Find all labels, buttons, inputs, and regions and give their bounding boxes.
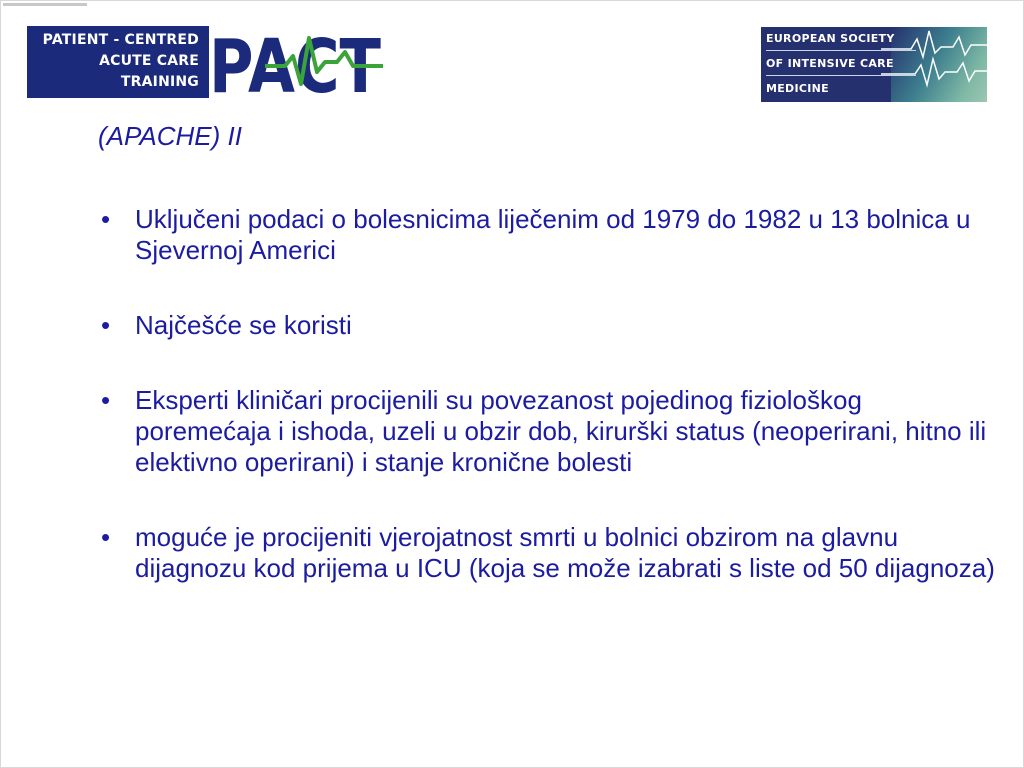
esicm-logo <box>761 27 987 102</box>
pact-logo-line-1: PATIENT - CENTRED <box>42 32 199 48</box>
esicm-logo-divider <box>766 50 916 51</box>
heartbeat-icon <box>881 27 987 102</box>
bullet-text: Uključeni podaci o bolesnicima liječenim od 1979 do 1982 u 13 bolnica u Sjevernoj Americi <box>135 204 971 265</box>
pact-wordmark <box>205 24 385 110</box>
bullet-text: Eksperti kliničari procijenili su povezanost pojedinog fiziološkog poremećaja i ishoda, uzeli u obzir dob, kirurški status (neoperirani, hitno ili elektivno operirani) i stanje kronične bolesti <box>135 385 987 477</box>
pact-logo-box <box>27 26 209 98</box>
bullet-text: Najčešće se koristi <box>135 310 352 340</box>
esicm-logo-line-1: EUROPEAN SOCIETY <box>766 32 895 45</box>
pact-logo <box>27 24 385 110</box>
esicm-logo-line-2: OF INTENSIVE CARE <box>766 57 894 70</box>
pact-logo-line-2: ACUTE CARE <box>99 53 199 69</box>
bullet-item <box>97 522 997 584</box>
esicm-logo-divider <box>766 75 916 76</box>
bullet-item <box>97 204 997 266</box>
bullet-item <box>97 385 997 478</box>
esicm-logo-line-3: MEDICINE <box>766 82 829 95</box>
bullet-marker: • <box>101 522 111 552</box>
bullet-text: moguće je procijeniti vjerojatnost smrti u bolnici obzirom na glavnu dijagnozu kod prijema u ICU (koja se može izabrati s liste od 50 dijagnoza) <box>135 522 995 583</box>
slide-corner-mark <box>3 3 87 6</box>
pact-wordmark-text: PACT <box>209 24 382 110</box>
slide-title: (APACHE) II <box>98 121 242 151</box>
bullet-marker: • <box>101 204 111 234</box>
bullet-marker: • <box>101 310 111 340</box>
bullet-marker: • <box>101 385 111 415</box>
bullet-list <box>97 204 997 584</box>
pact-logo-line-3: TRAINING <box>120 74 199 90</box>
bullet-item <box>97 310 997 341</box>
